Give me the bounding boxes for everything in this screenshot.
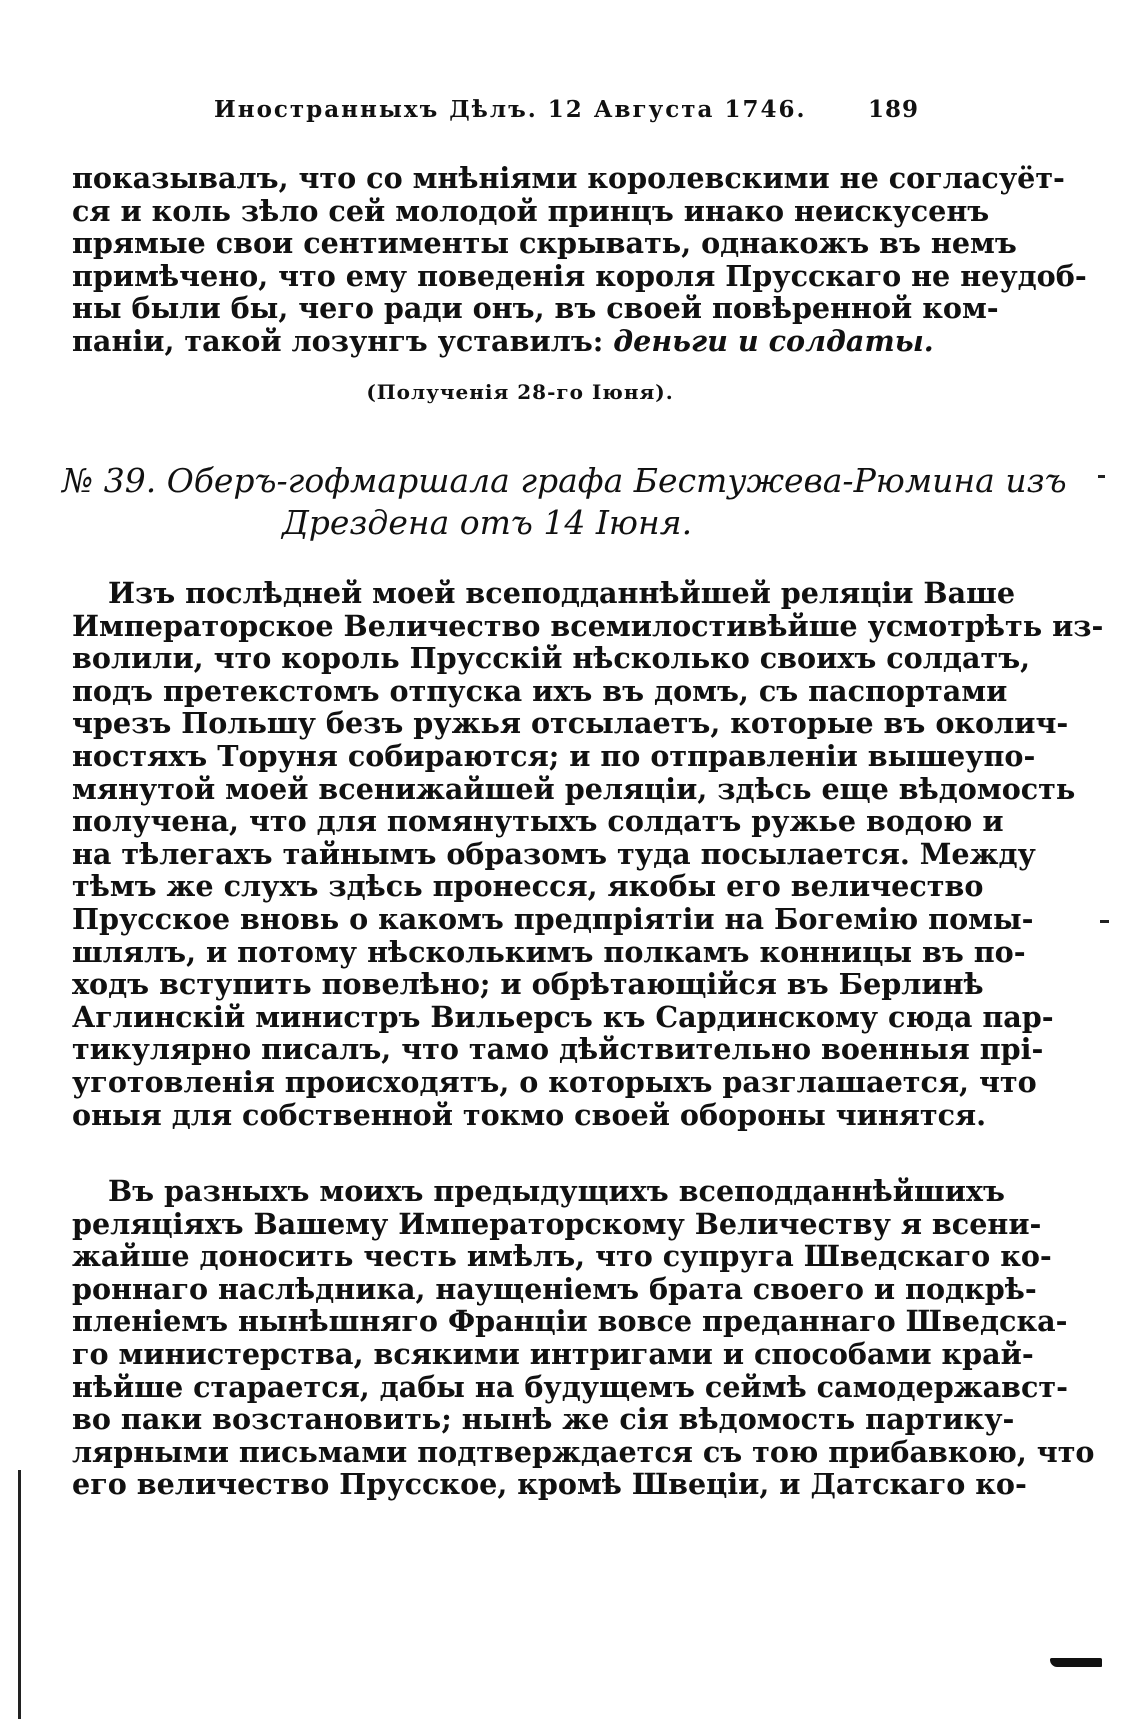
text-line-last: оныя для собственной токмо своей обороны чинятся.: [72, 1097, 987, 1132]
text-line: Прусское вновь о какомъ предпріятіи на Богемію помы-: [72, 901, 1034, 936]
text-line: Аглинскій министръ Вильерсъ къ Сардинскому сюда пар-: [72, 999, 1054, 1034]
running-head: [214, 96, 919, 124]
text-line: волили, что король Прусскій нѣсколько своихъ солдатъ,: [72, 641, 1031, 676]
text-line: мянутой моей всенижайшей реляціи, здѣсь еще вѣдомость: [72, 771, 1076, 806]
text-line: получена, что для помянутыхъ солдатъ ружье водою и: [72, 804, 1004, 839]
margin-tick-mark: [1098, 475, 1105, 478]
scan-smudge: [1050, 1658, 1102, 1667]
text-line: Императорское Величество всемилостивѣйше усмотрѣть из-: [72, 608, 1104, 643]
text-line: ся и коль зѣло сей молодой принцъ инако неискусенъ: [72, 193, 990, 228]
text-line: примѣчено, что ему поведенія короля Прусскаго не неудоб-: [72, 258, 1087, 293]
text-line: лярными письмами подтверждается съ тою прибавкою, что: [72, 1434, 1095, 1469]
text-line: Изъ послѣдней моей всеподданнѣйшей реляціи Ваше: [108, 576, 1016, 610]
text-line: нѣйше старается, дабы на будущемъ сеймѣ самодержавст-: [72, 1369, 1068, 1404]
document-heading-line-1: № 39. Оберъ-гофмаршала графа Бестужева-Рюмина изъ: [62, 461, 1067, 500]
text-line: роннаго наслѣдника, наущеніемъ брата своего и подкрѣ-: [72, 1271, 1037, 1306]
text-line: подъ претекстомъ отпуска ихъ въ домъ, съ паспортами: [72, 673, 1008, 708]
text-line: прямые свои сентименты скрывать, однакожъ въ немъ: [72, 226, 1017, 261]
text-line: ходъ вступить повелѣно; и обрѣтающійся въ Берлинѣ: [72, 967, 984, 1002]
received-date-note: (Полученія 28-го Іюня).: [366, 380, 674, 404]
text-line: на тѣлегахъ тайнымъ образомъ туда посылается. Между: [72, 836, 1036, 871]
text-line: тѣмъ же слухъ здѣсь пронесся, якобы его величество: [72, 869, 984, 904]
text-line: во паки возстановить; нынѣ же сія вѣдомость партику-: [72, 1402, 1015, 1437]
document-heading: [62, 460, 1067, 544]
text-line: шлялъ, и потому нѣсколькимъ полкамъ конницы въ по-: [72, 934, 1026, 969]
paragraph-report-continued: [72, 1174, 1095, 1502]
text-line: пленіемъ нынѣшняго Франціи вовсе преданнаго Шведска-: [72, 1304, 1068, 1339]
italic-emphasis: деньги и солдаты.: [613, 323, 934, 358]
binding-edge-line: [18, 1470, 21, 1719]
text-line: реляціяхъ Вашему Императорскому Величеству я всени-: [72, 1206, 1042, 1241]
text-line: ностяхъ Торуня собираются; и по отправленіи вышеупо-: [72, 738, 1036, 773]
paragraph-report: [72, 576, 1104, 1132]
text-line: го министерства, всякими интригами и способами край-: [72, 1336, 1034, 1371]
running-head-title: Иностранныхъ Дѣлъ. 12 Августа 1746.: [214, 96, 807, 123]
document-heading-line-2: Дрездена отъ 14 Іюня.: [281, 503, 693, 542]
text-line: чрезъ Польшу безъ ружья отсылаетъ, которые въ околич-: [72, 706, 1069, 741]
text-line: показывалъ, что со мнѣніями королевскими не согласуёт-: [72, 161, 1065, 195]
text-line: ны были бы, чего ради онъ, въ своей повѣренной ком-: [72, 291, 999, 326]
text-line-last: [72, 323, 934, 358]
paragraph-continuation: [72, 161, 1087, 358]
text-line: жайше доносить честь имѣлъ, что супруга Шведскаго ко-: [72, 1239, 1052, 1274]
text-line: его величество Прусское, кромѣ Швеціи, и Датскаго ко-: [72, 1467, 1027, 1502]
text-line: уготовленія происходятъ, о которыхъ разглашается, что: [72, 1064, 1037, 1099]
margin-tick-mark: [1100, 920, 1109, 923]
text-line: Въ разныхъ моихъ предыдущихъ всеподданнѣйшихъ: [108, 1174, 1005, 1208]
text-line: тикулярно писалъ, что тамо дѣйствительно военныя прі-: [72, 1032, 1044, 1067]
text-line-start: паніи, такой лозунгъ уставилъ:: [72, 323, 614, 358]
page-number: 189: [867, 96, 919, 123]
